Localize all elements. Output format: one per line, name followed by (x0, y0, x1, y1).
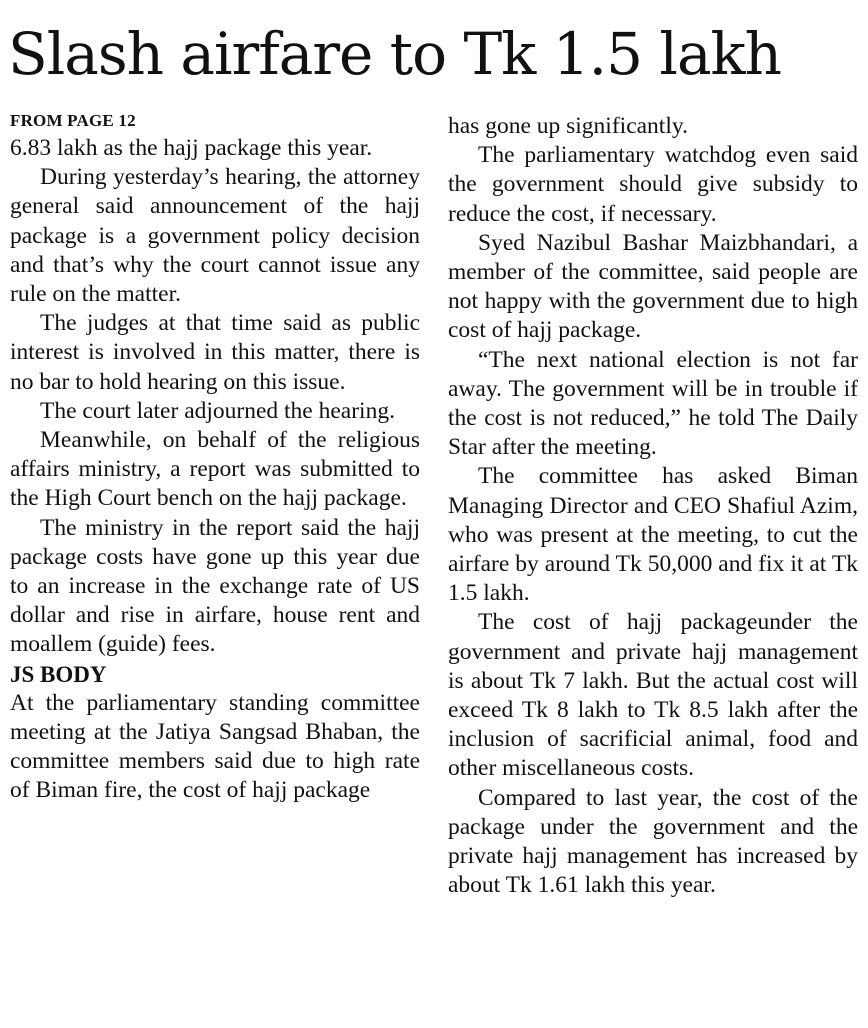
body-paragraph-continuation: has gone up significantly. (448, 113, 688, 139)
article-column-right (448, 112, 858, 900)
section-subhead: JS BODY (10, 661, 107, 687)
body-paragraph: Compared to last year, the cost of the package under the government and the private hajj management has increased by about Tk 1.61 lakh this year. (448, 784, 858, 899)
headline: Slash airfare to Tk 1.5 lakh (8, 20, 782, 88)
body-paragraph: During yesterday’s hearing, the attorney general said announcement of the hajj package is a government policy decision and that’s why the court cannot issue any rule on the matter. (10, 164, 420, 308)
body-paragraph: “The next national election is not far away. The government will be in trouble if the cost is not reduced,” he told The Daily Star after the meeting. (448, 346, 858, 461)
article-column-left (10, 108, 420, 805)
continuation-kicker: FROM PAGE 12 (10, 111, 136, 130)
body-paragraph: The parliamentary watchdog even said the government should give subsidy to reduce the cost, if necessary. (448, 142, 858, 227)
body-paragraph: At the parliamentary standing committee meeting at the Jatiya Sangsad Bhaban, the committee members said due to high rate of Biman fire, the cost of hajj package (10, 689, 420, 804)
body-paragraph: The judges at that time said as public interest is involved in this matter, there is no bar to hold hearing on this issue. (10, 310, 420, 395)
body-paragraph: Meanwhile, on behalf of the religious affairs ministry, a report was submitted to the High Court bench on the hajj package. (10, 427, 420, 512)
body-paragraph: The ministry in the report said the hajj package costs have gone up this year due to an increase in the exchange rate of US dollar and rise in airfare, house rent and moallem (guide) fees. (10, 514, 420, 658)
body-paragraph: The committee has asked Biman Managing Director and CEO Shafiul Azim, who was present at the meeting, to cut the airfare by around Tk 50,000 and fix it at Tk 1.5 lakh. (448, 463, 858, 607)
body-paragraph: The court later adjourned the hearing. (40, 397, 395, 424)
body-paragraph: 6.83 lakh as the hajj package this year. (10, 135, 373, 161)
body-paragraph: Syed Nazibul Bashar Maizbhandari, a member of the committee, said people are not happy with the government due to high cost of hajj package. (448, 229, 858, 344)
body-paragraph: The cost of hajj packageunder the government and private hajj management is about Tk 7 lakh. But the actual cost will exceed Tk 8 lakh to Tk 8.5 lakh after the inclusion of sacrificial animal, food and other miscellaneous costs. (448, 609, 858, 782)
